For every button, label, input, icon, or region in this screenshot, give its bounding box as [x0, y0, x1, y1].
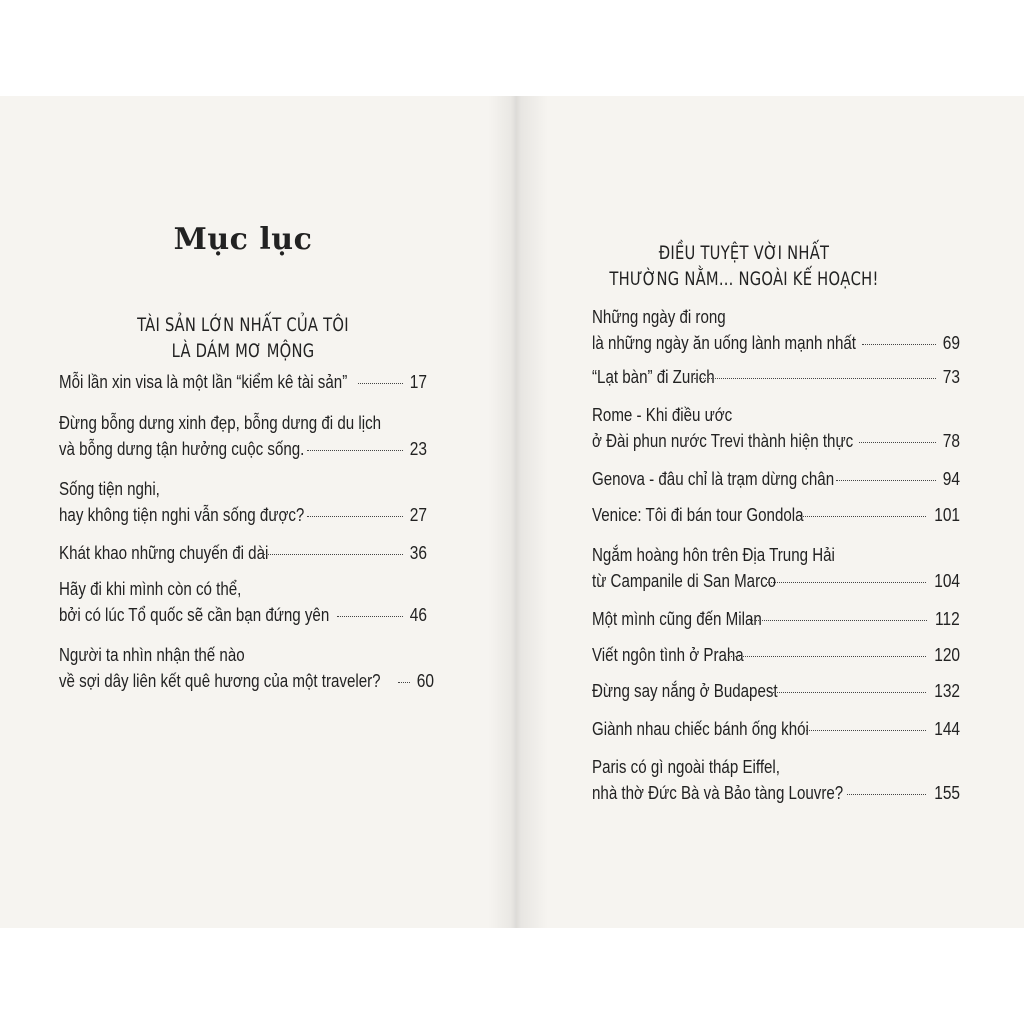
toc-page-number: 132 [934, 681, 960, 701]
dot-leader [694, 378, 936, 379]
toc-entry-title: Đừng say nắng ở Budapest [592, 681, 778, 701]
toc-entry-title: Giành nhau chiếc bánh ống khói [592, 719, 809, 739]
toc-entry [59, 410, 427, 462]
toc-page-number: 144 [934, 719, 960, 739]
toc-entry-title: Khát khao những chuyến đi dài [59, 543, 269, 563]
dot-leader [769, 692, 926, 693]
toc-page-number: 73 [942, 367, 960, 387]
dot-leader [264, 554, 403, 555]
toc-page-number: 46 [409, 605, 427, 625]
toc-page-number: 94 [942, 469, 960, 489]
toc-entry [592, 678, 960, 704]
dot-leader [767, 582, 926, 583]
section-heading-line: TÀI SẢN LỚN NHẤT CỦA TÔI [137, 314, 349, 336]
toc-entry [592, 542, 960, 594]
dot-leader [337, 616, 403, 617]
toc-entry [59, 476, 427, 528]
toc-entry-title: Những ngày đi rong [592, 307, 726, 327]
dot-leader [358, 383, 403, 384]
toc-title: Mục lục [173, 222, 313, 257]
toc-entry-title: “Lạt bàn” đi Zurich [592, 367, 715, 387]
toc-entry-title: nhà thờ Đức Bà và Bảo tàng Louvre? [592, 783, 844, 803]
dot-leader [847, 794, 926, 795]
toc-entry [59, 369, 427, 395]
toc-page-number: 120 [934, 645, 960, 665]
toc-entry-title: bởi có lúc Tổ quốc sẽ cần bạn đứng yên [59, 605, 330, 625]
section-heading-line: THƯỜNG NẰM... NGOÀI KẾ HOẠCH! [609, 268, 879, 290]
section-heading-2 [544, 240, 943, 292]
toc-entry-title: Venice: Tôi đi bán tour Gondola [592, 505, 804, 525]
toc-entry [592, 466, 960, 492]
toc-entry-title: Sống tiện nghi, [59, 479, 160, 499]
toc-entry [592, 364, 960, 390]
toc-entry-title: Người ta nhìn nhận thế nào [59, 645, 245, 665]
toc-entry-title: Một mình cũng đến Milan [592, 609, 762, 629]
toc-entry [592, 716, 960, 742]
toc-entry [592, 754, 960, 806]
dot-leader [750, 620, 927, 621]
toc-entry-title: Đừng bỗng dưng xinh đẹp, bỗng dưng đi du lịch [59, 413, 382, 433]
toc-entry-title: hay không tiện nghi vẫn sống được? [59, 505, 305, 525]
dot-leader [862, 344, 936, 345]
toc-entry-title: về sợi dây liên kết quê hương của một traveler? [59, 671, 381, 691]
section-heading-line: LÀ DÁM MƠ MỘNG [171, 340, 315, 362]
toc-entry-title: từ Campanile di San Marco [592, 571, 777, 591]
toc-entry-title: Ngắm hoàng hôn trên Địa Trung Hải [592, 545, 835, 565]
toc-page-number: 23 [409, 439, 427, 459]
dot-leader [859, 442, 936, 443]
toc-page-number: 69 [942, 333, 960, 353]
toc-entry [592, 642, 960, 668]
toc-entry [59, 576, 427, 628]
toc-entry-title: Genova - đâu chỉ là trạm dừng chân [592, 469, 835, 489]
toc-entry-title: Viết ngôn tình ở Praha [592, 645, 744, 665]
dot-leader [307, 516, 403, 517]
toc-entry-title: Paris có gì ngoài tháp Eiffel, [592, 757, 781, 777]
dot-leader [806, 730, 926, 731]
toc-page-number: 101 [934, 505, 960, 525]
dot-leader [307, 450, 403, 451]
toc-page-number: 78 [942, 431, 960, 451]
book-gutter-shadow [488, 96, 548, 928]
toc-entry [592, 304, 960, 356]
toc-entry [592, 402, 960, 454]
dot-leader [800, 516, 926, 517]
toc-entry-title: ở Đài phun nước Trevi thành hiện thực [592, 431, 854, 451]
toc-entry-title: Hãy đi khi mình còn có thể, [59, 579, 242, 599]
toc-entry [59, 540, 427, 566]
toc-entry [592, 502, 960, 528]
toc-page-number: 36 [409, 543, 427, 563]
toc-entry-title: và bỗng dưng tận hưởng cuộc sống. [59, 439, 305, 459]
toc-page-number: 60 [416, 671, 434, 691]
toc-entry-title: Rome - Khi điều ước [592, 405, 733, 425]
toc-entry [59, 642, 434, 694]
toc-page-number: 27 [409, 505, 427, 525]
section-heading-1 [34, 312, 452, 364]
dot-leader [836, 480, 936, 481]
toc-page-number: 17 [409, 372, 427, 392]
dot-leader [398, 682, 410, 683]
toc-entry-title: là những ngày ăn uống lành mạnh nhất [592, 333, 857, 353]
toc-page-number: 112 [935, 609, 960, 629]
section-heading-line: ĐIỀU TUYỆT VỜI NHẤT [658, 242, 830, 264]
toc-page-number: 104 [934, 571, 960, 591]
book-spread [0, 96, 1024, 928]
toc-page-number: 155 [934, 783, 960, 803]
dot-leader [728, 656, 926, 657]
toc-entry-title: Mỗi lần xin visa là một lần “kiểm kê tài sản” [59, 372, 348, 392]
toc-entry [592, 606, 960, 632]
